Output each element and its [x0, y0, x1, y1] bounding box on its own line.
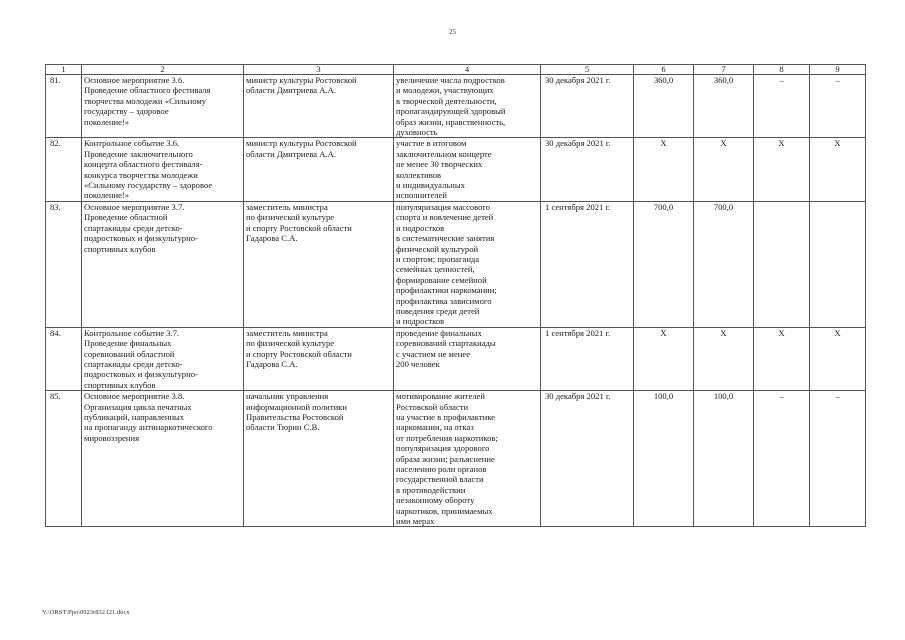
result-line: образа жизни; разъяснение	[396, 453, 495, 464]
responsible-cell	[244, 138, 394, 201]
result-line: ими мерах	[396, 516, 435, 527]
event-line: «Сильному государству – здоровое	[84, 180, 213, 191]
row-number-cell: 82.	[46, 138, 82, 201]
date-cell: 1 сентября 2021 г.	[541, 201, 634, 327]
result-line: мотивирование жителей	[396, 391, 485, 402]
result-line: и молодежи, участвующих	[396, 85, 494, 96]
event-cell	[82, 327, 244, 390]
result-line: Ростовской области	[396, 401, 469, 412]
event-line: Основное мероприятие 3.8.	[84, 391, 185, 402]
date-cell: 1 сентября 2021 г.	[541, 327, 634, 390]
result-line: в систематические занятия	[396, 233, 495, 244]
result-line: и спортом; пропаганда	[396, 253, 480, 264]
responsible-line: и спорту Ростовской области	[246, 348, 352, 359]
result-line: семейных ценностей,	[396, 264, 475, 275]
result-line: профилактика зависимого	[396, 295, 492, 306]
column-header-4: 4	[394, 65, 541, 75]
responsible-line: области Тюрин С.В.	[246, 422, 320, 433]
row-number-cell: 85.	[46, 391, 82, 527]
result-cell	[394, 201, 541, 327]
event-line: творчества молодежи «Сильному	[84, 95, 207, 106]
responsible-line: заместитель министра	[246, 327, 328, 338]
event-line: Основное мероприятие 3.7.	[84, 201, 185, 212]
result-line: участие в итоговом	[396, 138, 467, 149]
responsible-cell	[244, 391, 394, 527]
event-line: Проведение областного фестиваля	[84, 85, 211, 96]
event-line: Организация цикла печатных	[84, 401, 192, 412]
value-cell-8	[754, 201, 810, 327]
event-line: на пропаганду антинаркотического	[84, 422, 213, 433]
event-line: Проведение областной	[84, 212, 168, 223]
value-cell-8: –	[754, 391, 810, 527]
event-cell	[82, 138, 244, 201]
value-cell-6: X	[634, 138, 694, 201]
event-line: концерта областного фестиваля-	[84, 159, 203, 170]
value-cell-9: –	[810, 75, 866, 138]
responsible-line: заместитель министра	[246, 201, 328, 212]
responsible-line: области Дмитриева А.А.	[246, 85, 336, 96]
column-header-6: 6	[634, 65, 694, 75]
result-cell	[394, 391, 541, 527]
value-cell-9: X	[810, 327, 866, 390]
table-row	[46, 138, 866, 201]
table-row	[46, 327, 866, 390]
column-header-3: 3	[244, 65, 394, 75]
result-line: наркомании, на отказ	[396, 422, 474, 433]
value-cell-6: 100,0	[634, 391, 694, 527]
event-line: подростковых и физкультурно-	[84, 369, 198, 380]
result-line: и индивидуальных	[396, 180, 465, 191]
result-line: на участие в профилактике	[396, 412, 495, 422]
event-line: конкурса творчества молодежи	[84, 169, 198, 180]
responsible-line: по физической культуре	[246, 338, 335, 349]
result-line: 200 человек	[396, 358, 440, 369]
result-line: поведения среди детей	[396, 305, 480, 316]
responsible-line: и спорту Ростовской области	[246, 222, 352, 233]
event-line: спартакиады среди детско-	[84, 222, 183, 233]
result-line: популяризация массового	[396, 201, 491, 212]
header-row	[46, 65, 866, 75]
event-line: Контрольное событие 3.6.	[84, 138, 180, 149]
value-cell-9	[810, 201, 866, 327]
result-line: профилактики наркомании;	[396, 285, 497, 296]
table-row	[46, 391, 866, 527]
result-line: пропагандирующей здоровый	[396, 106, 506, 117]
result-line: увеличение числа подростков	[396, 75, 505, 85]
column-header-8: 8	[754, 65, 810, 75]
page-number: 25	[449, 28, 456, 36]
event-line: государству – здоровое	[84, 106, 169, 117]
table-row	[46, 75, 866, 138]
column-header-1: 1	[46, 65, 82, 75]
result-line: спорта и вовлечение детей	[396, 212, 494, 223]
date-cell: 30 декабря 2021 г.	[541, 75, 634, 138]
result-cell	[394, 138, 541, 201]
row-number-cell: 83.	[46, 201, 82, 327]
value-cell-7: X	[694, 138, 754, 201]
result-line: физической культурой	[396, 243, 479, 254]
responsible-cell	[244, 75, 394, 138]
event-cell	[82, 391, 244, 527]
column-header-5: 5	[541, 65, 634, 75]
result-line: в противодействии	[396, 484, 466, 495]
result-line: незаконному обороту	[396, 495, 475, 506]
event-cell	[82, 201, 244, 327]
result-line: заключительном концерте	[396, 148, 492, 159]
column-header-2: 2	[82, 65, 244, 75]
result-line: формирование семейной	[396, 274, 487, 285]
value-cell-7: X	[694, 327, 754, 390]
result-line: государственной власти	[396, 474, 484, 485]
result-line: проведение финальных	[396, 327, 482, 338]
event-line: спортивных клубов	[84, 243, 156, 254]
result-line: духовность	[396, 127, 438, 138]
value-cell-6: X	[634, 327, 694, 390]
event-line: поколение!»	[84, 116, 130, 127]
result-line: образ жизни, нравственность,	[396, 116, 506, 127]
responsible-line: информационной политики	[246, 401, 347, 412]
value-cell-6: 360,0	[634, 75, 694, 138]
date-cell: 30 декабря 2021 г.	[541, 138, 634, 201]
responsible-line: начальник управления	[246, 391, 329, 402]
date-cell: 30 декабря 2021 г.	[541, 391, 634, 527]
event-line: Основное мероприятие 3.6.	[84, 75, 185, 85]
result-line: населению роли органов	[396, 464, 487, 475]
event-line: спартакиады среди детско-	[84, 358, 183, 369]
result-line: в творческой деятельности,	[396, 95, 497, 106]
result-line: от потребления наркотиков;	[396, 432, 498, 443]
event-line: спортивных клубов	[84, 379, 156, 390]
responsible-line: области Дмитриева А.А.	[246, 148, 336, 159]
event-line: поколение!»	[84, 190, 130, 201]
row-number-cell: 81.	[46, 75, 82, 138]
table-body	[46, 75, 866, 527]
value-cell-7: 700,0	[694, 201, 754, 327]
responsible-line: министр культуры Ростовской	[246, 138, 357, 149]
event-line: публикаций, направленных	[84, 412, 185, 422]
result-line: и подростков	[396, 222, 445, 233]
responsible-line: Гадарова С.А.	[246, 233, 298, 244]
table-row	[46, 201, 866, 327]
responsible-cell	[244, 201, 394, 327]
value-cell-6: 700,0	[634, 201, 694, 327]
value-cell-9: X	[810, 138, 866, 201]
value-cell-7: 360,0	[694, 75, 754, 138]
event-line: подростковых и физкультурно-	[84, 233, 198, 244]
event-cell	[82, 75, 244, 138]
row-number-cell: 84.	[46, 327, 82, 390]
event-line: Контрольное событие 3.7.	[84, 327, 180, 338]
result-line: исполнителей	[396, 190, 447, 201]
responsible-cell	[244, 327, 394, 390]
value-cell-7: 100,0	[694, 391, 754, 527]
event-line: соревнований областной	[84, 348, 175, 359]
measures-table	[45, 64, 866, 527]
event-line: Проведение финальных	[84, 338, 172, 349]
value-cell-8: –	[754, 75, 810, 138]
responsible-line: Гадарова С.А.	[246, 358, 298, 369]
column-header-9: 9	[810, 65, 866, 75]
event-line: мировоззрения	[84, 432, 140, 443]
value-cell-9: –	[810, 391, 866, 527]
event-line: Проведение заключительного	[84, 148, 193, 159]
file-path-footer: Y:\ORST\Ppo\0923r832.f21.docx	[42, 609, 130, 616]
responsible-line: министр культуры Ростовской	[246, 75, 357, 85]
result-line: соревнований спартакиады	[396, 338, 496, 349]
column-header-7: 7	[694, 65, 754, 75]
responsible-line: по физической культуре	[246, 212, 335, 223]
result-line: популяризация здорового	[396, 443, 490, 454]
result-cell	[394, 75, 541, 138]
value-cell-8: X	[754, 138, 810, 201]
result-line: и подростков	[396, 316, 445, 327]
responsible-line: Правительства Ростовской	[246, 412, 344, 422]
result-cell	[394, 327, 541, 390]
result-line: с участием не менее	[396, 348, 471, 359]
result-line: наркотиков, принимаемых	[396, 505, 493, 516]
result-line: не менее 30 творческих	[396, 159, 483, 170]
result-line: коллективов	[396, 169, 442, 180]
value-cell-8: X	[754, 327, 810, 390]
